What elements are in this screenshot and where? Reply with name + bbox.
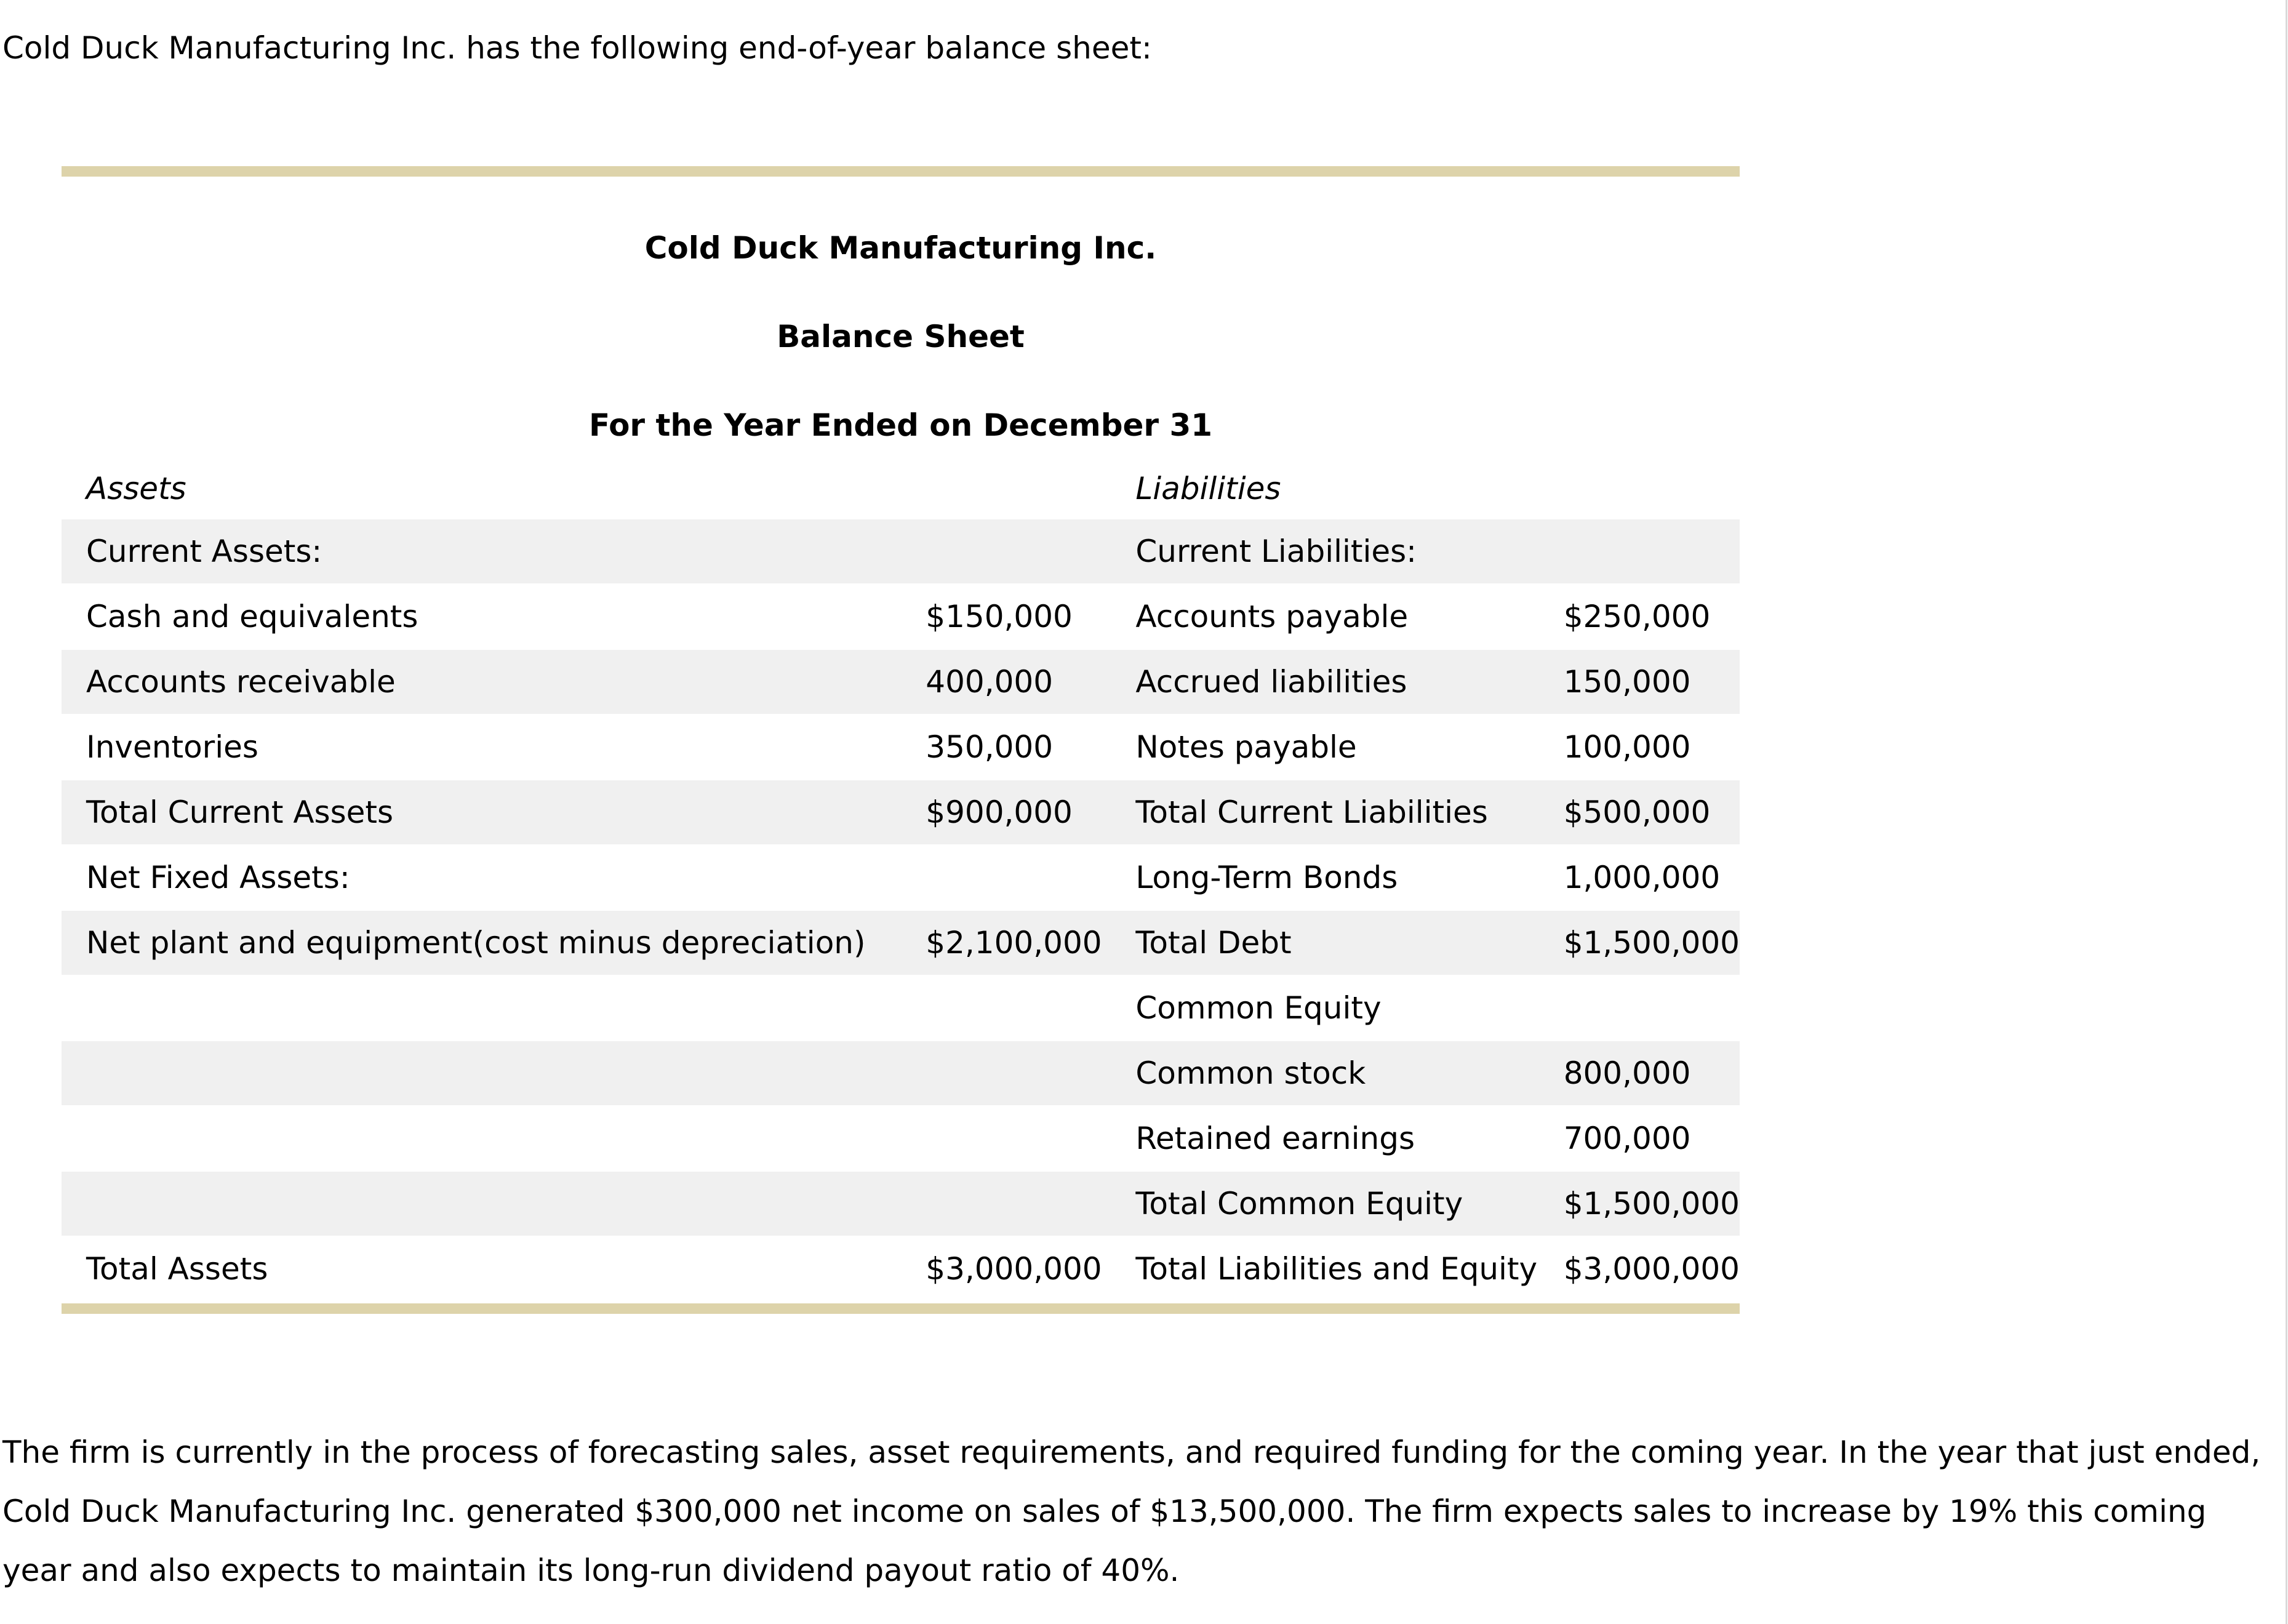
asset-label: Current Assets:: [62, 519, 926, 584]
asset-value: $150,000: [926, 584, 1135, 649]
liability-label: Total Common Equity: [1135, 1171, 1563, 1236]
intro-text: Cold Duck Manufacturing Inc. has the following end-of-year balance sheet:: [2, 30, 1152, 66]
asset-label: [62, 1106, 926, 1171]
asset-label: Accounts receivable: [62, 649, 926, 714]
asset-value: 400,000: [926, 649, 1135, 714]
table-row: [62, 1171, 1740, 1236]
asset-label: [62, 975, 926, 1041]
liability-label: Accounts payable: [1135, 584, 1563, 649]
asset-label: [62, 1041, 926, 1106]
asset-value: [926, 1106, 1135, 1171]
asset-value: [926, 975, 1135, 1041]
liability-label: Total Liabilities and Equity: [1135, 1236, 1563, 1302]
liability-label: Total Debt: [1135, 910, 1563, 975]
table-row: [62, 649, 1740, 714]
asset-label: Cash and equivalents: [62, 584, 926, 649]
liability-value: 800,000: [1564, 1041, 1740, 1106]
closing-paragraph: The firm is currently in the process of forecasting sales, asset requirements, and required funding for the coming year. In the year that just ended, Cold Duck Manufacturing Inc. generated $300,000 net income on sales of $13,500,000. The firm expects sales to increase by 19% this coming year and also expects to maintain its long-run dividend payout ratio of 40%.: [2, 1434, 2261, 1588]
asset-label: Total Current Assets: [62, 780, 926, 845]
liability-value: $250,000: [1564, 584, 1740, 649]
table-row: [62, 584, 1740, 649]
asset-value: [926, 1041, 1135, 1106]
liabilities-header: Liabilities: [1135, 459, 1563, 519]
table-row: [62, 975, 1740, 1041]
balance-sheet-bottom-bar: [62, 1303, 1740, 1314]
table-row: [62, 780, 1740, 845]
company-name: Cold Duck Manufacturing Inc.: [644, 230, 1157, 266]
liability-value: 100,000: [1564, 714, 1740, 780]
asset-label: Net Fixed Assets:: [62, 845, 926, 910]
balance-sheet: [62, 166, 1740, 1287]
table-row: [62, 519, 1740, 584]
table-row: [62, 714, 1740, 780]
table-row: [62, 1236, 1740, 1302]
balance-sheet-table: [62, 459, 1740, 1302]
liability-value: $500,000: [1564, 780, 1740, 845]
statement-period: For the Year Ended on December 31: [588, 407, 1213, 443]
asset-value: $900,000: [926, 780, 1135, 845]
liability-value: 1,000,000: [1564, 845, 1740, 910]
liability-value: $3,000,000: [1564, 1236, 1740, 1302]
assets-header: Assets: [62, 459, 926, 519]
liability-label: Accrued liabilities: [1135, 649, 1563, 714]
balance-sheet-top-bar: [62, 166, 1740, 177]
table-row: [62, 1041, 1740, 1106]
liability-label: Common Equity: [1135, 975, 1563, 1041]
asset-label: Total Assets: [62, 1236, 926, 1302]
page-right-border: [2286, 0, 2287, 1624]
liability-value: [1564, 519, 1740, 584]
liability-value: [1564, 975, 1740, 1041]
asset-label: Net plant and equipment(cost minus depreciation): [62, 910, 926, 975]
asset-value: 350,000: [926, 714, 1135, 780]
statement-title: Balance Sheet: [777, 319, 1025, 354]
asset-value: $2,100,000: [926, 910, 1135, 975]
table-row: [62, 845, 1740, 910]
liability-label: Retained earnings: [1135, 1106, 1563, 1171]
asset-label: Inventories: [62, 714, 926, 780]
liability-value: $1,500,000: [1564, 910, 1740, 975]
liability-label: Notes payable: [1135, 714, 1563, 780]
asset-value: [926, 845, 1135, 910]
liability-label: Long-Term Bonds: [1135, 845, 1563, 910]
table-row: [62, 910, 1740, 975]
asset-label: [62, 1171, 926, 1236]
liability-value: 150,000: [1564, 649, 1740, 714]
liability-label: Total Current Liabilities: [1135, 780, 1563, 845]
asset-value: [926, 519, 1135, 584]
liability-value: $1,500,000: [1564, 1171, 1740, 1236]
liability-value: 700,000: [1564, 1106, 1740, 1171]
liability-label: Common stock: [1135, 1041, 1563, 1106]
asset-value: $3,000,000: [926, 1236, 1135, 1302]
table-row: [62, 1106, 1740, 1171]
liability-label: Current Liabilities:: [1135, 519, 1563, 584]
table-header-row: [62, 459, 1740, 519]
asset-value: [926, 1171, 1135, 1236]
